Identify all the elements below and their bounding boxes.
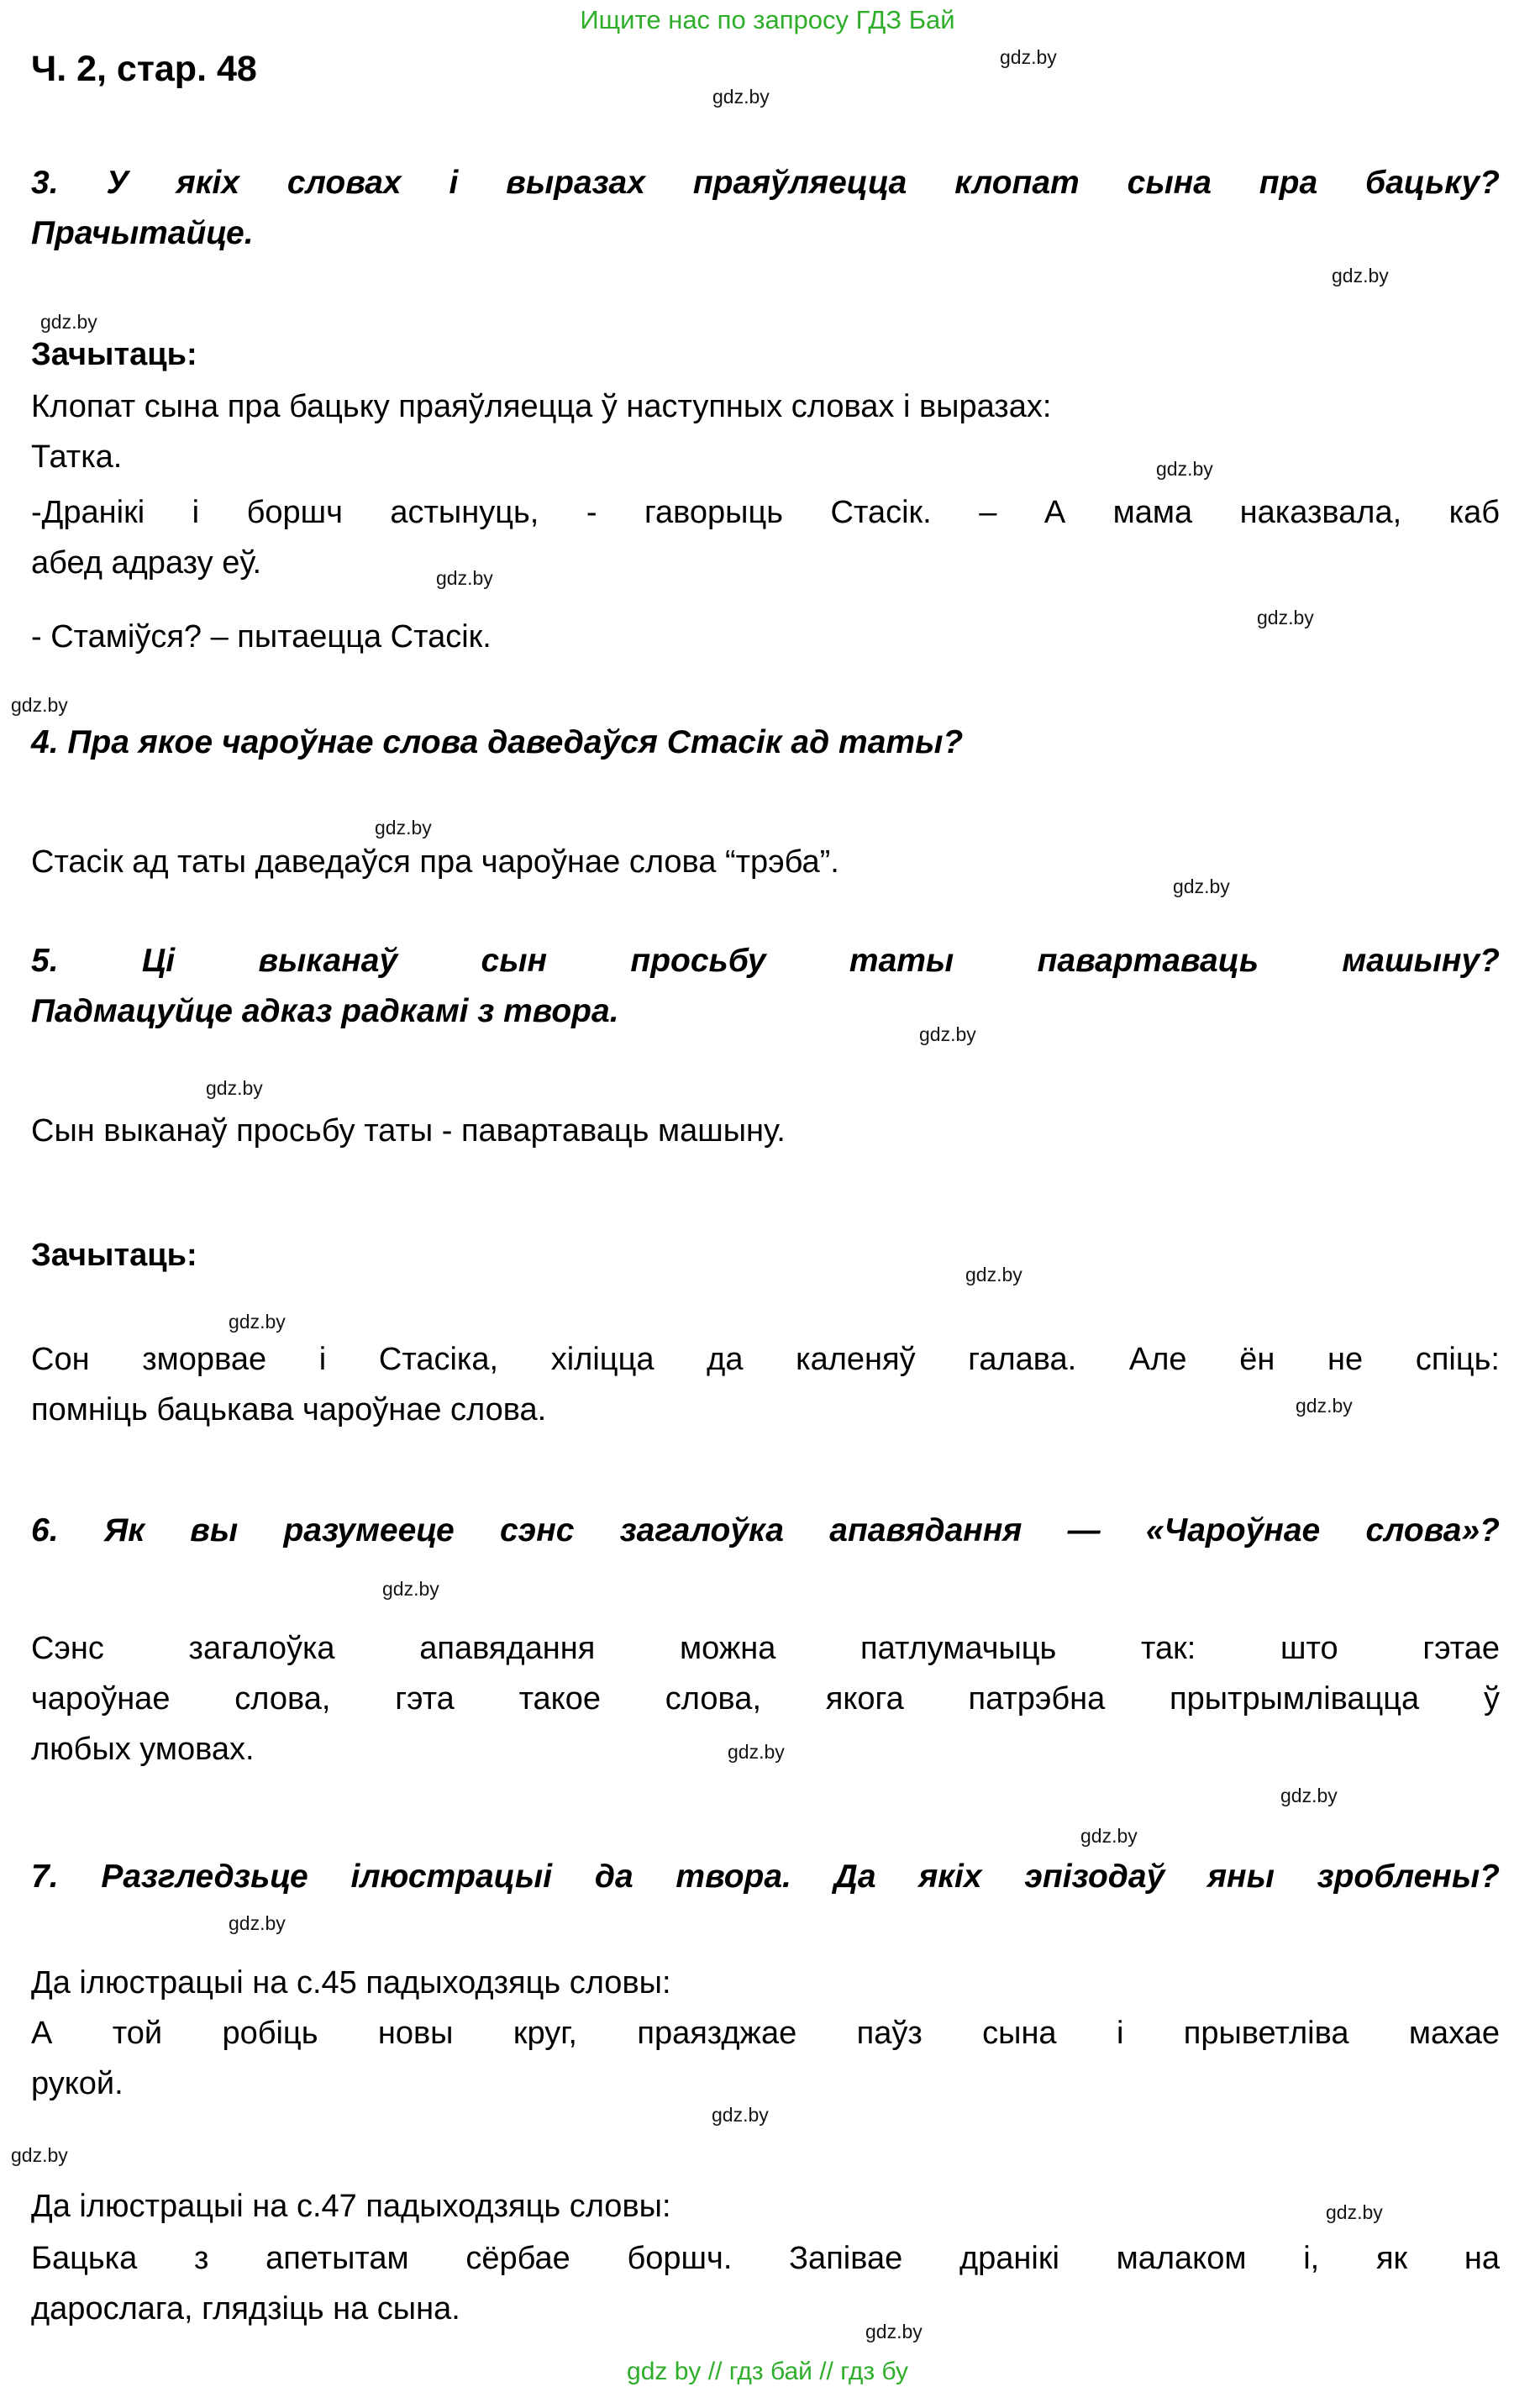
text-line: 6. Як вы разумееце сэнс загалоўка апавядання — «Чароўнае слова»? bbox=[31, 1512, 1500, 1548]
gdz-watermark: gdz.by bbox=[229, 1912, 286, 1934]
gdz-watermark: gdz.by bbox=[1332, 265, 1389, 287]
text-line: рукой. bbox=[31, 2066, 124, 2101]
text-line: любых умовах. bbox=[31, 1732, 255, 1767]
question-block bbox=[31, 718, 1500, 768]
gdz-watermark: gdz.by bbox=[712, 2104, 769, 2126]
text-line: Сон зморвае і Стасіка, хіліцца да каленяў галава. Але ён не спіць: bbox=[31, 1342, 1500, 1377]
question-block bbox=[31, 936, 1500, 1037]
gdz-watermark: gdz.by bbox=[919, 1023, 976, 1045]
footer-links: gdz by // гдз бай // гдз бу bbox=[627, 2358, 908, 2385]
text-block bbox=[31, 432, 1500, 482]
text-block bbox=[31, 2181, 1500, 2232]
text-line: 3. У якіх словах і выразах праяўляецца клопат сына пра бацьку? bbox=[31, 165, 1500, 201]
text-block bbox=[31, 487, 1500, 588]
text-line: абед адразу еў. bbox=[31, 545, 262, 581]
text-block bbox=[31, 381, 1500, 432]
question-block bbox=[31, 1506, 1500, 1556]
gdz-watermark: gdz.by bbox=[1326, 2201, 1383, 2223]
gdz-watermark: gdz.by bbox=[1080, 1825, 1138, 1847]
text-line: Зачытаць: bbox=[31, 337, 197, 372]
text-block bbox=[31, 329, 1500, 380]
text-block bbox=[31, 1230, 1500, 1280]
text-block bbox=[31, 837, 1500, 887]
gdz-watermark: gdz.by bbox=[11, 694, 68, 716]
question-block bbox=[31, 158, 1500, 259]
text-line: Сэнс загалоўка апавядання можна патлумачыць так: што гэтае bbox=[31, 1631, 1500, 1666]
text-line: Да ілюстрацыі на с.45 падыходзяць словы: bbox=[31, 1965, 671, 2001]
gdz-watermark: gdz.by bbox=[1156, 458, 1213, 480]
text-line: Клопат сына пра бацьку праяўляецца ў наступных словах і выразах: bbox=[31, 389, 1052, 424]
gdz-watermark: gdz.by bbox=[436, 567, 493, 589]
text-line: Стасік ад таты даведаўся пра чароўнае слова “трэба”. bbox=[31, 844, 839, 880]
gdz-watermark: gdz.by bbox=[229, 1311, 286, 1333]
question-block bbox=[31, 1852, 1500, 1902]
text-line: 7. Разгледзьце ілюстрацыі да твора. Да якіх эпізодаў яны зроблены? bbox=[31, 1859, 1500, 1895]
gdz-watermark: gdz.by bbox=[712, 86, 770, 108]
gdz-watermark: gdz.by bbox=[965, 1264, 1022, 1285]
text-line: помніць бацькава чароўнае слова. bbox=[31, 1392, 547, 1427]
gdz-watermark: gdz.by bbox=[1257, 607, 1314, 628]
text-line: Зачытаць: bbox=[31, 1238, 197, 1273]
text-line: -Дранікі і боршч астынуць, - гаворыць Стасік. – А мама наказвала, каб bbox=[31, 495, 1500, 530]
text-line: Сын выканаў просьбу таты - павартаваць машыну. bbox=[31, 1113, 786, 1149]
text-line: дарослага, глядзіць на сына. bbox=[31, 2291, 460, 2327]
gdz-watermark: gdz.by bbox=[1296, 1395, 1353, 1417]
gdz-watermark: gdz.by bbox=[382, 1578, 439, 1600]
page-title: Ч. 2, стар. 48 bbox=[31, 49, 257, 89]
text-block bbox=[31, 1334, 1500, 1435]
top-banner: Ищите нас по запросу ГДЗ Бай bbox=[580, 5, 955, 34]
text-line: Да ілюстрацыі на с.47 падыходзяць словы: bbox=[31, 2189, 671, 2224]
gdz-watermark: gdz.by bbox=[1280, 1785, 1338, 1806]
gdz-watermark: gdz.by bbox=[206, 1077, 263, 1099]
gdz-watermark: gdz.by bbox=[1173, 875, 1230, 897]
text-block bbox=[31, 2233, 1500, 2334]
gdz-watermark: gdz.by bbox=[728, 1741, 785, 1763]
gdz-watermark: gdz.by bbox=[1000, 46, 1057, 68]
text-line: Прачытайце. bbox=[31, 215, 254, 251]
gdz-watermark: gdz.by bbox=[40, 311, 97, 333]
text-line: 4. Пра якое чароўнае слова даведаўся Стасік ад таты? bbox=[31, 724, 964, 760]
text-line: Татка. bbox=[31, 439, 123, 475]
gdz-watermark: gdz.by bbox=[11, 2144, 68, 2166]
text-line: чароўнае слова, гэта такое слова, якога патрэбна прытрымлівацца ў bbox=[31, 1681, 1500, 1717]
text-line: Падмацуйце адказ радкамі з твора. bbox=[31, 993, 619, 1029]
text-line: 5. Ці выканаў сын просьбу таты павартаваць машыну? bbox=[31, 943, 1500, 979]
text-line: Бацька з апетытам сёрбае боршч. Запівае дранікі малаком і, як на bbox=[31, 2241, 1500, 2276]
content-blocks bbox=[31, 158, 1500, 2334]
text-line: А той робіць новы круг, праязджае паўз сына і прыветліва махае bbox=[31, 2016, 1500, 2051]
gdz-watermark: gdz.by bbox=[865, 2321, 923, 2342]
text-block bbox=[31, 1106, 1500, 1156]
gdz-watermark: gdz.by bbox=[375, 817, 432, 839]
text-line: - Стаміўся? – пытаецца Стасік. bbox=[31, 619, 492, 655]
text-block bbox=[31, 1958, 1500, 2008]
text-block bbox=[31, 2008, 1500, 2109]
